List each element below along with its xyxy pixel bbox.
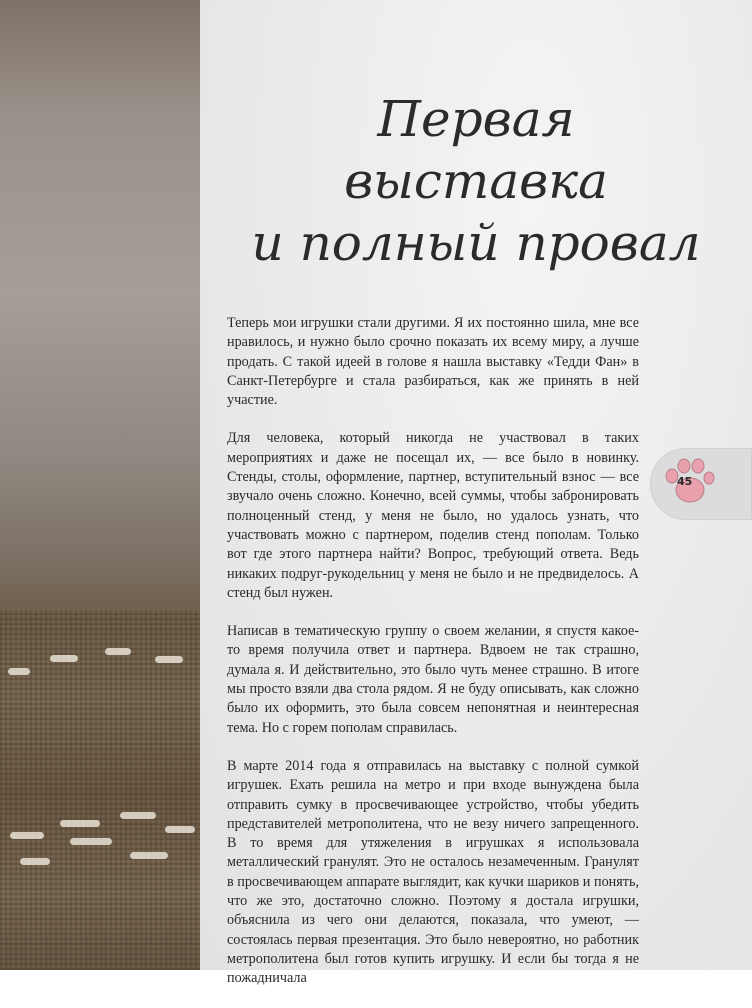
- paragraph: В марте 2014 года я отправилась на выставку с полной сумкой игрушек. Ехать решила на метро и при входе вынуждена была отправить сумку в просвечивающее устройство, чтобы убедить представителей метрополитена, что не везу ничего запрещенного. В то время для утяжеления в игрушках я использовала металлический гранулят. Это не осталось незамеченным. Гранулят в просвечивающем аппарате выглядит, как кучки шариков и понять, что же это, достаточно сложно. Поэтому я достала игрушки, объяснила из чего они делаются, показала, что умеют, — состоялась первая презентация. Это было невероятно, но работник метрополитена был готов купить игрушку. И если бы тогда я не пожадничала: [227, 757, 639, 987]
- stitch-mark: [60, 820, 100, 827]
- photo-strip: [0, 0, 200, 970]
- paragraph: Написав в тематическую группу о своем желании, я спустя какое-то время получила ответ и партнера. Вдвоем не так страшно, думала я. И действительно, это было чуть менее страшно. В итоге мы просто взяли два стола рядом. Я не буду описывать, как сложно было их оформить, это была совсем непонятная и неинтересная тема. Но с горем пополам справилась.: [227, 623, 639, 736]
- stitch-mark: [155, 656, 183, 663]
- page: [200, 0, 752, 987]
- stitch-mark: [50, 655, 78, 662]
- stitch-mark: [165, 826, 195, 833]
- stitch-mark: [10, 832, 44, 839]
- stitch-mark: [120, 812, 156, 819]
- chapter-title: [200, 88, 752, 274]
- title-line-1: Первая: [377, 90, 575, 148]
- stitch-mark: [105, 648, 131, 655]
- stitch-mark: [130, 852, 168, 859]
- title-line-3: и полный провал: [251, 214, 701, 272]
- stitch-mark: [70, 838, 112, 845]
- page-tab: [650, 448, 752, 520]
- title-line-2: выставка: [344, 152, 608, 210]
- paragraph: Теперь мои игрушки стали другими. Я их постоянно шила, мне все нравилось, и нужно было срочно показать их всему миру, а лучше продать. С такой идеей в голове я нашла выставку «Тедди Фан» в Санкт-Петербурге и стала разбираться, как же принять в ней участие.: [227, 315, 639, 409]
- paragraph: Для человека, который никогда не участвовал в таких мероприятиях и даже не посещал их, — все было в новинку. Стенды, столы, оформление, партнер, вступительный взнос — все звучало очень сложно. Конечно, всей суммы, чтобы забронировать полноценный стенд, у меня не было, но удалось узнать, что участвовать можно с партнером, поделив стенд пополам. Только вот где этого партнера найти? Вопрос, требующий ответа. Ведь никаких подруг-рукодельниц у меня не было и не предвиделось. А стенд был нужен.: [227, 430, 639, 601]
- stitch-mark: [20, 858, 50, 865]
- stitch-mark: [8, 668, 30, 675]
- page-number: 45: [677, 475, 693, 488]
- body-text: [227, 314, 639, 1008]
